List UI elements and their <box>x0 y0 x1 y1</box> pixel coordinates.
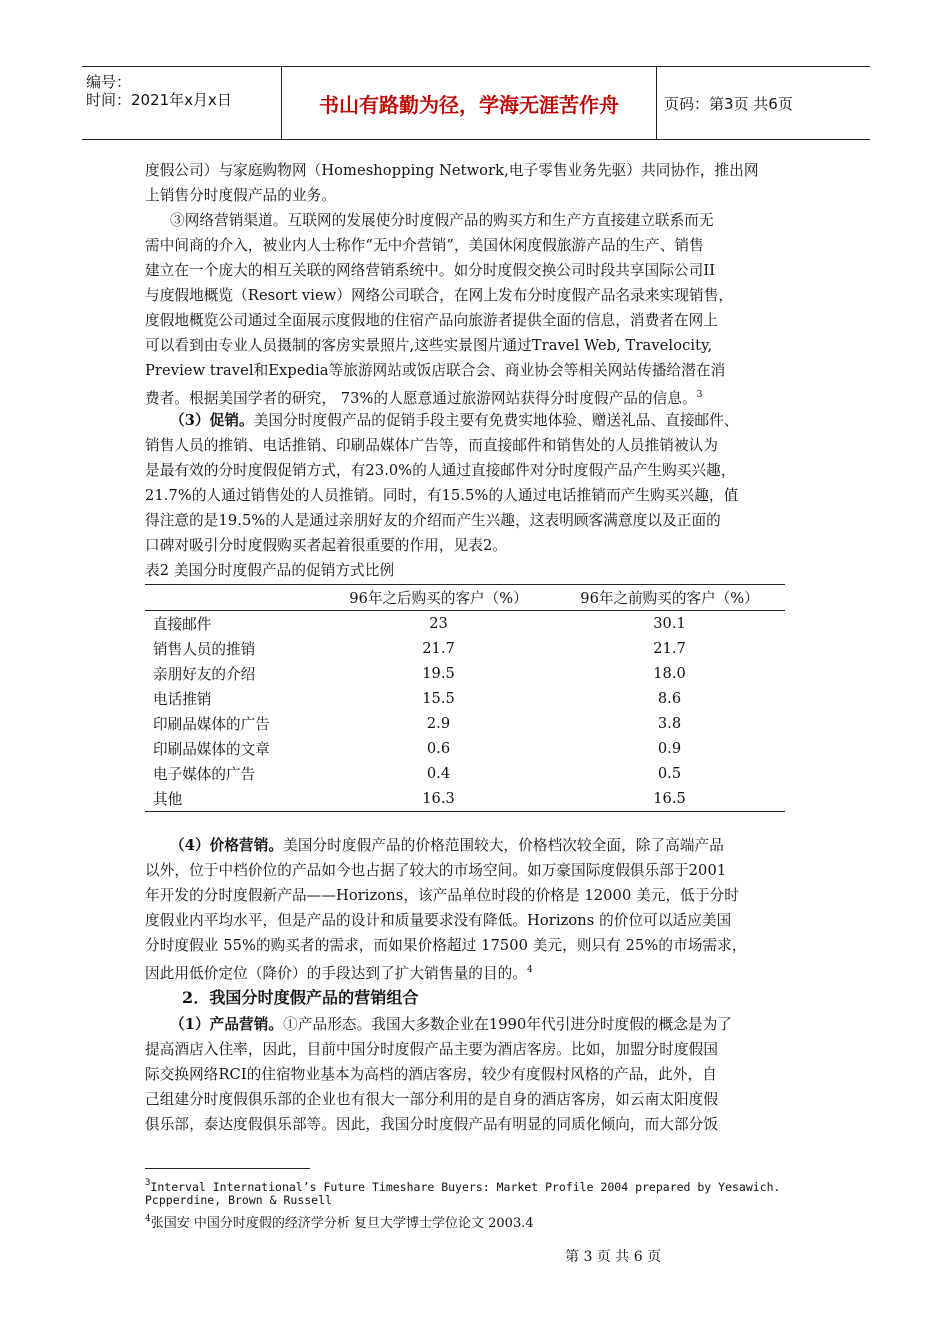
row-label: 直接邮件 <box>153 616 212 633</box>
body-line <box>170 1012 830 1037</box>
cell-after: 15.5 <box>422 690 455 707</box>
body-line <box>170 408 830 433</box>
body-line: 以外，位于中档价位的产品如今也占据了较大的市场空间。如万豪国际度假俱乐部于2001 <box>145 862 727 879</box>
section-heading: （3）促销。 <box>170 412 254 429</box>
body-line: 需中间商的介入，被业内人士称作“无中介营销”，美国休闲度假旅游产品的生产、销售 <box>145 237 704 254</box>
table-row <box>145 636 785 661</box>
row-label: 电子媒体的广告 <box>153 766 256 783</box>
page-header <box>82 66 870 140</box>
footnote-ref: 4 <box>527 965 533 975</box>
promotion-table <box>145 584 785 812</box>
body-line: 俱乐部，泰达度假俱乐部等。因此，我国分时度假产品有明显的同质化倾向，而大部分饭 <box>145 1116 719 1133</box>
body-line: 销售人员的推销、电话推销、印刷品媒体广告等，而直接邮件和销售处的人员推销被认为 <box>145 437 719 454</box>
body-line: 是最有效的分时度假促销方式，有23.0%的人通过直接邮件对分时度假产品产生购买兴趣， <box>145 462 736 479</box>
table-row <box>145 686 785 711</box>
table-row <box>145 761 785 786</box>
cell-before: 0.9 <box>657 740 682 757</box>
body-line: 年开发的分时度假新产品——Horizons，该产品单位时段的价格是 12000 美元，低于分时 <box>145 887 739 904</box>
body-line: 建立在一个庞大的相互关联的网络营销系统中。如分时度假交换公司时段共享国际公司II <box>145 262 716 279</box>
cell-after: 19.5 <box>422 665 455 682</box>
body-text: 美国分时度假产品的价格范围较大，价格档次较全面，除了高端产品 <box>283 837 724 854</box>
header-page-label: 页码：第3页 共6页 <box>664 94 793 113</box>
body-line: 度假公司）与家庭购物网（Homeshopping Network,电子零售业务先驱）共同协作，推出网 <box>145 162 759 179</box>
row-label: 亲朋好友的介绍 <box>153 666 256 683</box>
body-line: 得注意的是19.5%的人是通过亲朋好友的介绍而产生兴趣，这表明顾客满意度以及正面的 <box>145 512 721 529</box>
cell-before: 8.6 <box>657 690 682 707</box>
cell-before: 16.5 <box>653 790 686 807</box>
body-line: 际交换网络RCI的住宿物业基本为高档的酒店客房，较少有度假村风格的产品，此外，自 <box>145 1066 717 1083</box>
time-label: 时间：2021年x月x日 <box>86 91 232 109</box>
cell-after: 2.9 <box>426 715 451 732</box>
section-heading: （1）产品营销。 <box>170 1016 284 1033</box>
cell-after: 0.4 <box>426 765 451 782</box>
body-line: 与度假地概览（Resort view）网络公司联合，在网上发布分时度假产品名录来实现销售， <box>145 287 734 304</box>
cell-before: 0.5 <box>657 765 682 782</box>
body-line: ③网络营销渠道。互联网的发展使分时度假产品的购买方和生产方直接建立联系而无 <box>170 212 714 229</box>
body-text: ①产品形态。我国大多数企业在1990年代引进分时度假的概念是为了 <box>283 1016 733 1033</box>
footnote-text: 张国安 中国分时度假的经济学分析 复旦大学博士学位论文 2003.4 <box>150 1216 534 1231</box>
cell-after: 0.6 <box>426 740 451 757</box>
cell-after: 21.7 <box>422 640 455 657</box>
table-header-cell: 96年之后购买的客户（%） <box>349 590 528 607</box>
footnote-ref: 3 <box>696 390 703 400</box>
cell-before: 21.7 <box>653 640 686 657</box>
table-caption: 表2 美国分时度假产品的促销方式比例 <box>145 562 395 579</box>
table-row <box>145 661 785 686</box>
row-label: 销售人员的推销 <box>153 641 256 658</box>
body-line <box>145 958 805 986</box>
table-row <box>145 711 785 736</box>
footnote-number: 3 <box>145 1178 151 1188</box>
body-text: 因此用低价定位（降价）的手段达到了扩大销售量的目的。 <box>145 965 528 982</box>
page-number: 第 3 页 共 6 页 <box>565 1249 662 1265</box>
header-meta <box>82 67 282 139</box>
cell-after: 16.3 <box>422 790 455 807</box>
body-line: 己组建分时度假俱乐部的企业也有很大一部分利用的是自身的酒店客房，如云南太阳度假 <box>145 1091 719 1108</box>
cell-before: 3.8 <box>657 715 682 732</box>
table-header-cell: 96年之前购买的客户（%） <box>580 590 759 607</box>
body-line: 可以看到由专业人员摄制的客房实景照片,这些实景图片通过Travel Web, Travelocity, <box>145 337 713 354</box>
body-line: 口碑对吸引分时度假购买者起着很重要的作用，见表2。 <box>145 537 508 554</box>
body-line: 提高酒店入住率，因此，目前中国分时度假产品主要为酒店客房。比如，加盟分时度假国 <box>145 1041 719 1058</box>
table-header-row <box>145 585 785 611</box>
body-line <box>170 833 830 858</box>
footnote-3-cont: Pcpperdine, Brown & Russell <box>145 1193 332 1207</box>
footnote-divider <box>145 1168 310 1169</box>
table-row <box>145 611 785 637</box>
header-motto: 书山有路勤为径，学海无涯苦作舟 <box>282 67 657 139</box>
table-row <box>145 736 785 761</box>
row-label: 其他 <box>153 791 183 808</box>
body-line <box>145 383 805 411</box>
footnote-number: 4 <box>145 1214 151 1224</box>
cell-after: 23 <box>429 615 448 632</box>
row-label: 印刷品媒体的广告 <box>153 716 270 733</box>
body-line: 分时度假业 55%的购买者的需求，而如果价格超过 17500 美元，则只有 25%的市场需求， <box>145 937 747 954</box>
section-heading: （4）价格营销。 <box>170 837 284 854</box>
footnote-text: Interval International’s Future Timeshare Buyers: Market Profile 2004 prepared by Yesawich. <box>150 1180 781 1194</box>
body-text: 美国分时度假产品的促销手段主要有免费实地体验、赠送礼品、直接邮件、 <box>253 412 739 429</box>
section-title: 2．我国分时度假产品的营销组合 <box>182 988 419 1007</box>
table-row <box>145 786 785 812</box>
body-line: 度假地概览公司通过全面展示度假地的住宿产品向旅游者提供全面的信息，消费者在网上 <box>145 312 719 329</box>
body-line: 上销售分时度假产品的业务。 <box>145 187 337 204</box>
number-label: 编号： <box>86 73 132 91</box>
row-label: 印刷品媒体的文章 <box>153 741 270 758</box>
row-label: 电话推销 <box>153 691 212 708</box>
footnote-4 <box>145 1211 534 1232</box>
body-line: 度假业内平均水平，但是产品的设计和质量要求没有降低。Horizons 的价位可以适应美国 <box>145 912 732 929</box>
table-header-cell <box>145 585 323 611</box>
body-line: 21.7%的人通过销售处的人员推销。同时，有15.5%的人通过电话推销而产生购买兴趣，值 <box>145 487 739 504</box>
body-line: Preview travel和Expedia等旅游网站或饭店联合会、商业协会等相关网站传播给潜在消 <box>145 362 726 379</box>
cell-before: 30.1 <box>653 615 686 632</box>
body-text: 费者。根据美国学者的研究， 73%的人愿意通过旅游网站获得分时度假产品的信息。 <box>145 390 697 407</box>
cell-before: 18.0 <box>653 665 686 682</box>
